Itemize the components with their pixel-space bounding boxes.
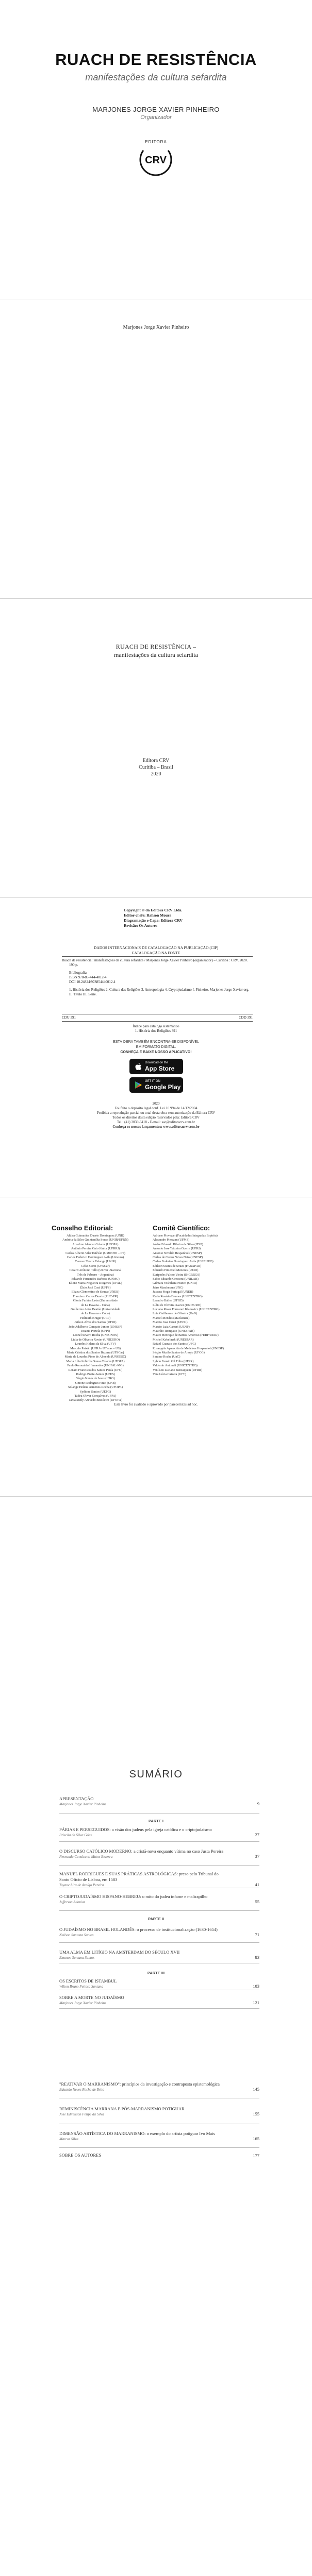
council-member: Tadeu Oliver Gonçalves (UFPA)	[74, 1394, 117, 1398]
cip-record	[62, 958, 253, 997]
council-member: Rodrigo Pratte-Santos (UFES)	[76, 1372, 115, 1376]
legal-line-5: Conheça os nossos lançamentos: www.editoracrv.com.br	[112, 1125, 200, 1129]
publisher-name: Editora CRV	[142, 758, 170, 764]
cip-title: DADOS INTERNACIONAIS DE CATALOGAÇÃO NA PUBLICAÇÃO (CIP)	[93, 945, 219, 950]
council-member: Sylvio Fausto Gil Filho (UFPR)	[153, 1359, 194, 1363]
organizer-name: MARJONES JORGE XAVIER PINHEIRO	[92, 106, 220, 113]
toc-entry[interactable]	[59, 1978, 259, 1989]
part-label: PARTE I	[148, 1819, 164, 1823]
systematic-index	[0, 1024, 312, 1033]
council-member: Carlos Federico Dominguez Avila (Unieuro)	[67, 1256, 124, 1260]
council-member: Sérgio Nunes de Jesus (IFRO)	[76, 1377, 115, 1381]
council-member: Marcio Luiz Carreri (UENP)	[153, 1325, 190, 1329]
toc-entry-author: Tayane Lira de Araújo Pereira	[59, 1883, 104, 1887]
toc-entry[interactable]	[59, 1894, 259, 1904]
book-title: RUACH DE RESISTÊNCIA	[55, 50, 257, 69]
toc-entry[interactable]	[59, 2106, 259, 2116]
cip-rule	[62, 956, 253, 957]
toc-entry-author: Priscila da Silva Góes	[59, 1833, 92, 1837]
toc-divider	[59, 1841, 259, 1842]
google-play-small-text: GET IT ON	[145, 1080, 160, 1083]
cip-doi: DOI 10.24824/978854440012.4	[69, 980, 116, 984]
council-member: Élsio José Corá (UFFS)	[80, 1285, 111, 1290]
editorial-council-list	[46, 1234, 144, 1403]
ebook-line-3: CONHEÇA E BAIXE NOSSO APLICATIVO!	[120, 1050, 192, 1054]
council-member: Luciana Rosar Fornazari Klanovicz (UNICENTRO)	[153, 1307, 220, 1311]
toc-entry-author: Marjones Jorge Xavier Pinheiro	[59, 2001, 106, 2005]
apple-icon	[134, 1062, 143, 1071]
peer-review-note: Este livro foi avaliado e aprovado por pareceristas ad hoc.	[114, 1402, 198, 1406]
council-member: Gilmara Yoshihara Franco (UNIR)	[153, 1281, 197, 1285]
council-member: Antonio Jose Teixeira Guerra (UFRJ)	[153, 1247, 201, 1251]
council-member: Marcelo Paixão (UFRJ e UTexas – US)	[70, 1346, 121, 1350]
toc-entry-author: Jefferson Adonias	[59, 1900, 86, 1904]
toc-entry-title: APRESENTAÇÃO	[59, 1796, 94, 1801]
toc-divider	[59, 2008, 259, 2009]
council-member: Tania Suely Azevedo Brasileiro (UFOPA)	[69, 1398, 122, 1402]
council-member: Antonio Nivaldo Hespanhol (UNESP)	[153, 1251, 202, 1255]
toc-entry-page: 155	[253, 2111, 259, 2116]
toc-entry-title: "REATIVAR O MARRANISMO": princípios da investigação e contraposta epistemológica	[59, 2081, 220, 2087]
toc-entry[interactable]	[59, 2131, 259, 2141]
council-member: Rafael Guarato dos Santos (UFG)	[153, 1342, 196, 1346]
legal-line-3: Todos os direitos desta edição reservados pela: Editora CRV	[112, 1115, 200, 1120]
revision-line: Revisão: Os Autores	[124, 923, 157, 928]
index-title: Índice para catálogo sistemático	[133, 1024, 179, 1028]
toc-entry-author: José Edimilson Felipe da Silva	[59, 2112, 104, 2116]
council-member: Elizeu Clementino de Souza (UNEB)	[71, 1290, 120, 1294]
legal-notice	[0, 1101, 312, 1129]
council-member: Anselmo Alencar Colares (UFOPA)	[72, 1242, 119, 1246]
toc-entry[interactable]	[59, 2153, 259, 2158]
council-member: Andréia da Silva Quintanilha Sousa (UNIR/UFRN)	[62, 1238, 128, 1242]
toc-divider	[59, 1910, 259, 1911]
council-member: Três de Febrero – Argentina)	[77, 1273, 114, 1277]
title-page-subtitle: manifestações da cultura sefardita	[114, 651, 198, 658]
app-store-big-text: App Store	[145, 1065, 175, 1072]
council-member: Sydione Santos (UEPG)	[79, 1389, 111, 1394]
toc-entry-page: 103	[253, 1984, 259, 1989]
council-member: Maria de Lourdes Pinto de Almeida (UNOESC)	[64, 1355, 126, 1359]
council-member: Marcel Mendes (Mackenzie)	[153, 1316, 190, 1320]
council-member: Michel Kobelinski (UNESPAR)	[153, 1337, 194, 1342]
toc-entry-page: 41	[255, 1882, 259, 1887]
editor-line: Editor-chefe: Railson Moura	[124, 913, 172, 918]
cip-pages: 190 p.	[69, 963, 78, 967]
toc-divider	[59, 1942, 259, 1943]
council-member: de La Havana – Cuba)	[81, 1312, 110, 1316]
toc-entry-page: 37	[255, 1854, 259, 1859]
council-member: Eduardo Fernandes Barbosa (UFMG)	[71, 1277, 120, 1281]
toc-entry-title: UMA ALMA EM LITÍGIO NA AMSTERDAM DO SÉCULO XVII	[59, 1950, 180, 1955]
book-subtitle: manifestações da cultura sefardita	[85, 72, 227, 82]
toc-entry-author: Marjones Jorge Xavier Pinheiro	[59, 1802, 106, 1806]
toc-entry[interactable]	[59, 1827, 259, 1837]
council-member: Jairo Marchesan (UNC)	[153, 1285, 184, 1290]
cover-page	[0, 0, 312, 299]
council-member: Lourdes Helena da Silva (UFV)	[75, 1342, 116, 1346]
toc-entry-page: 9	[257, 1801, 259, 1806]
publisher-city: Curitiba – Brasil	[139, 765, 173, 770]
council-member: Aldira Guimarães Duarte Domínguez (UNB)	[67, 1234, 124, 1238]
council-member: Carlos de Castro Neves Neto (UNESP)	[153, 1256, 203, 1260]
toc-entry-title: REMINISCÊNCIA MARRANA E PÓS-MARRANISMO POTIGUAR	[59, 2106, 185, 2111]
council-member: Guillermo Arias Beatón (Universidade	[71, 1307, 120, 1311]
council-member: Gloria Fariñas León (Universidade	[73, 1299, 118, 1303]
legal-line-4: Tel.: (41) 3039-6418 - E-mail: sac@editoracrv.com.br	[117, 1120, 195, 1124]
council-member: Alexandre Pierezan (UFMS)	[153, 1238, 190, 1242]
council-member: Leandro Baller (UFGD)	[153, 1299, 184, 1303]
toc-entry-author: Emanoe Santana Santos	[59, 1956, 95, 1960]
council-member: Vera Lúcia Caixeta (UFT)	[153, 1372, 186, 1376]
toc-entry[interactable]	[59, 1927, 259, 1937]
council-member: Paulo Romualdo Hernandes (UNIFAL-MG)	[67, 1364, 124, 1368]
cip-subtitle: CATALOGAÇÃO NA FONTE	[132, 951, 180, 955]
publisher-logo-text: CRV	[145, 155, 167, 166]
council-member: Antônio Pereira Gaio Júnior (UFRRJ)	[71, 1247, 120, 1251]
council-member: Elione Maria Nogueira Diogenes (UFAL)	[69, 1281, 122, 1285]
toc-entry-page: 121	[253, 2000, 259, 2005]
toc-entry-page: 165	[253, 2136, 259, 2141]
part-label: PARTE II	[147, 1917, 165, 1921]
council-member: Maurilio Rompatto (UNESPAR)	[153, 1329, 194, 1333]
toc-entry-title: O JUDAÍSMO NO BRASIL HOLANDÊS: o processo de institucionalização (1630-1654)	[59, 1927, 218, 1932]
council-member: Marcio Jose Ornat (UEPG)	[153, 1320, 188, 1325]
toc-entry-page: 83	[255, 1955, 259, 1960]
half-title-page	[0, 299, 312, 598]
toc-entry-title: OS ESCRITOS DE ISTAMBUL	[59, 1978, 117, 1984]
council-member: Karla Rosário Brumes (UNICENTRO)	[153, 1294, 203, 1298]
toc-divider	[59, 2147, 259, 2148]
council-member: Euripedes Falcao Vieira (IHGRRGS)	[153, 1273, 201, 1277]
toc-entry-page: 27	[255, 1832, 259, 1837]
scientific-committee-list	[153, 1234, 266, 1377]
toc-entry-author: Wilton Bruno Feitosa Santana	[59, 1985, 103, 1989]
cdd-code: CDD 391	[238, 1015, 253, 1020]
council-member: Carlos Alberto Vilar Estêvão (UMINHO – PT)	[65, 1251, 125, 1255]
council-member: Mauro Henrique de Barros Amoroso (FEBF/UERJ)	[153, 1333, 219, 1337]
summary-title: SUMÁRIO	[129, 1769, 183, 1780]
title-page-imprint	[0, 757, 312, 777]
council-member: Eduardo Pimentel Menezes (UERJ)	[153, 1268, 199, 1273]
toc-entry-title: SOBRE A MORTE NO JUDAÍSMO	[59, 1995, 124, 2000]
legal-line-1: Foi feito o depósito legal conf. Lei 10.994 de 14/12/2004	[114, 1106, 198, 1110]
toc-entry-title: PÁRIAS E PERSEGUIDOS: a visão dos judeus pela igreja católica e o criptojudaísmo	[59, 1827, 212, 1832]
toc-entry-page: 145	[253, 2087, 259, 2092]
toc-entry-page: 71	[255, 1932, 259, 1937]
organizer-role: Organizador	[140, 114, 172, 121]
legal-year: 2020	[152, 1101, 160, 1106]
council-member: Luiz Guilherme de Oliveira (UnB)	[153, 1312, 197, 1316]
council-member: Fabio Eduardo Cressoni (UNILAB)	[153, 1277, 199, 1281]
scientific-committee-title: Comitê Científico:	[153, 1224, 210, 1232]
council-member: Leonel Severo Rocha (UNISINOS)	[73, 1333, 118, 1337]
app-store-button[interactable]	[129, 1059, 183, 1074]
copyright-line: Copyright © da Editora CRV Ltda.	[124, 908, 183, 912]
council-member: Celso Conti (UFSCar)	[81, 1264, 110, 1268]
app-store-small-text: Download on the	[145, 1061, 169, 1064]
council-member: João Adalberto Campato Junior (UNESP)	[69, 1325, 122, 1329]
legal-line-2: Proibida a reprodução parcial ou total desta obra sem autorização da Editora CRV	[96, 1111, 216, 1115]
council-member: Cesar Gerónimo Tello (Univer .Nacional	[69, 1268, 122, 1273]
publication-year: 2020	[151, 771, 161, 777]
council-member: Rosangela Aparecida de Medeiros Hespanhol (UNESP)	[153, 1346, 224, 1350]
cip-header	[0, 945, 312, 956]
council-member: Sérgio Murilo Santos de Araújo (UFCG)	[153, 1350, 205, 1354]
toc-entry[interactable]	[59, 1950, 259, 1960]
cdu-code: CDU 391	[62, 1015, 76, 1020]
council-member: Helmuth Krüger (UCP)	[80, 1316, 111, 1320]
ebook-notice	[0, 1040, 312, 1055]
part-label: PARTE III	[147, 1971, 165, 1975]
council-member: Simone Rodrigues Pinto (UNB)	[75, 1381, 116, 1385]
council-member: Renato Francisco dos Santos Paula (UFG)	[68, 1368, 123, 1372]
toc-entry-page: 55	[255, 1899, 259, 1904]
toc-entry-title: O CRIPTOJUDAÍSMO HISPANO-HEBREU: o mito do judeu infame e maltrapilho	[59, 1894, 208, 1899]
toc-entry-title: DIMENSÃO ARTÍSTICA DO MARRANISMO: o exemplo do artista potiguar Ivo Mais	[59, 2131, 215, 2136]
toc-entry-title: SOBRE OS AUTORES	[59, 2153, 102, 2158]
council-member: Edilson Soares de Souza (FABAPAR)	[153, 1264, 202, 1268]
cip-rule	[62, 1021, 253, 1022]
council-member: Venilson Luciano Benzaquem (UFRR)	[153, 1368, 203, 1372]
toc-entry-title: O DISCURSO CATÓLICO MODERNO: a cristã-nova enquanto vítima no caso Justa Pereira	[59, 1849, 223, 1854]
council-member: Carmen Tereza Velanga (UNIR)	[75, 1260, 116, 1264]
council-member: Adriane Piovezan (Faculdades Integradas Espírita)	[153, 1234, 218, 1238]
toc-entry[interactable]	[59, 1871, 259, 1887]
cip-class-codes	[62, 1015, 253, 1020]
toc-entry-author: Eduardo Neves Rocha de Brito	[59, 2088, 104, 2092]
council-member: Maria Lília Imbiriba Sousa Colares (UFOPA)	[66, 1359, 125, 1363]
toc-entry[interactable]	[59, 1796, 259, 1806]
council-member: Jussara Fraga Portugal (UNEB)	[153, 1290, 193, 1294]
publisher-logo-icon	[136, 139, 175, 178]
toc-entry[interactable]	[59, 2081, 259, 2092]
copyright-credits	[124, 908, 237, 928]
toc-entry-author: Marcos Silva	[59, 2137, 78, 2141]
toc-entry[interactable]	[59, 1995, 259, 2005]
toc-entry-title: MANUEL RODRIGUES E SUAS PRÁTICAS ASTROLÓGICAS: preso pelo Tribunal do Santo Ofício de Lisboa, em 1583	[59, 1871, 219, 1882]
publisher-logo-caption: EDITORA	[145, 140, 167, 144]
toc-entry-author: Neilson Santana Santos	[59, 1933, 94, 1937]
cip-subjects: 1. História dos Religiões 2. Cultura das Religiões 3. Antropologia 4. Cryptojudaísmo I. Pinheiro, Marjones Jorge Xavier org. II. Título III. Série.	[69, 988, 250, 996]
title-page-title: RUACH DE RESISTÊNCIA –	[116, 643, 196, 650]
half-title-name: Marjones Jorge Xavier Pinheiro	[123, 325, 189, 330]
council-member: Maria Cristina dos Santos Bezerra (UFSCar)	[67, 1350, 124, 1354]
toc-entry-page: 177	[253, 2153, 259, 2158]
council-member: Lídia de Oliveira Xavier (UNIEURO)	[71, 1337, 120, 1342]
cip-isbn: ISBN 978-85-444-4012-4	[69, 975, 107, 979]
council-member: Josania Portela (UFPI)	[80, 1329, 110, 1333]
council-member: Carlos Federico Dominguez Avila (UNIEURO)	[153, 1260, 214, 1264]
toc-entry-author: Fernanda Cavalcanti Matos Bezerra	[59, 1855, 113, 1859]
cip-bibliography: Bibliografia	[69, 971, 87, 975]
google-play-icon	[134, 1080, 143, 1090]
council-member: Solange Helena Ximenes-Rocha (UFOPA)	[68, 1385, 123, 1389]
council-member: Francisco Carlos Duarte (PUC-PR)	[73, 1294, 118, 1298]
council-member: Jailson Alves dos Santos (UFRJ)	[74, 1320, 117, 1325]
toc-entry[interactable]	[59, 1849, 259, 1859]
editorial-council-title: Conselho Editorial:	[52, 1224, 113, 1232]
index-item: 1. História dos Religiões 391	[135, 1029, 177, 1033]
google-play-big-text: Google Play	[145, 1083, 181, 1091]
council-member: Lídia de Oliveira Xavier (UNIEURO)	[153, 1303, 202, 1307]
council-member: de La Havana – Cuba)	[81, 1303, 110, 1307]
council-member: Valdemir Antoneli (UNICENTRO)	[153, 1364, 198, 1368]
council-member: Andre Eduardo Ribeiro da Silva (IFSP)	[153, 1242, 203, 1246]
council-member: Simone Rocha (UnC)	[153, 1355, 180, 1359]
cip-main-entry: Ruach de resistência : manifestações da cultura sefardita / Marjones Jorge Xavier Pinheiro (organizador) – Curitiba : CRV, 2020.	[62, 958, 248, 962]
ebook-line-1: ESTA OBRA TAMBÉM ENCONTRA-SE DISPONÍVEL	[113, 1040, 199, 1044]
ebook-line-2: EM FORMATO DIGITAL.	[136, 1045, 176, 1049]
toc-divider	[59, 1865, 259, 1866]
layout-line: Diagramação e Capa: Editora CRV	[124, 918, 183, 923]
summary-page	[0, 1497, 312, 2576]
google-play-button[interactable]	[129, 1077, 183, 1093]
